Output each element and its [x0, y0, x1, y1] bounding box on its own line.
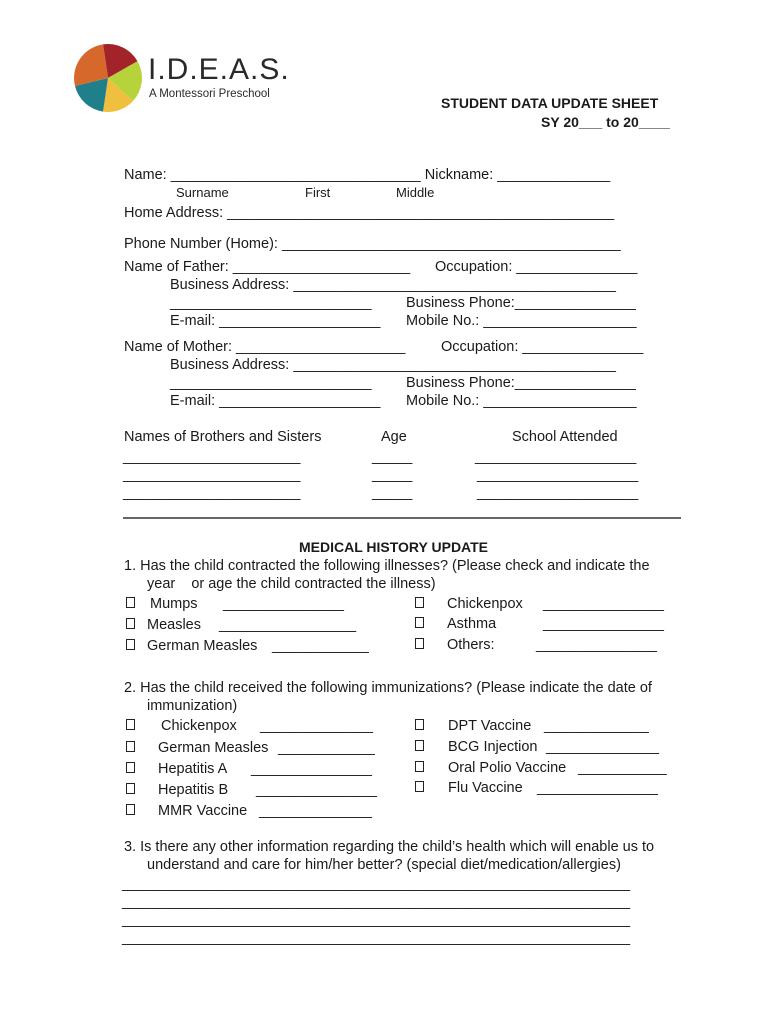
father-business-phone-field[interactable]: Business Phone:_______________: [406, 295, 636, 311]
imm-hepatitis-b-checkbox[interactable]: [126, 783, 135, 794]
mother-business-address-field[interactable]: Business Address: ________________________________________: [170, 357, 616, 373]
imm-chickenpox-date-field[interactable]: ______________: [260, 718, 373, 734]
imm-dpt-label: DPT Vaccine: [448, 718, 532, 734]
measles-date-field[interactable]: _________________: [219, 617, 357, 633]
chickenpox-illness-checkbox[interactable]: [415, 597, 424, 608]
phone-home-field[interactable]: Phone Number (Home): __________________________________________: [124, 236, 621, 252]
imm-dpt-checkbox[interactable]: [415, 719, 424, 730]
imm-hepatitis-b-label: Hepatitis B: [158, 782, 229, 798]
imm-hepatitis-a-checkbox[interactable]: [126, 762, 135, 773]
q1-text-continued: year or age the child contracted the illness): [147, 576, 436, 592]
ideas-logo-icon: [74, 44, 142, 112]
father-occupation-field[interactable]: Occupation: _______________: [435, 259, 638, 275]
mother-mobile-field[interactable]: Mobile No.: ___________________: [406, 393, 637, 409]
form-title: STUDENT DATA UPDATE SHEET: [441, 95, 659, 111]
measles-checkbox[interactable]: [126, 618, 135, 629]
imm-oral-polio-checkbox[interactable]: [415, 761, 424, 772]
sibling-age-field[interactable]: _____: [372, 485, 413, 501]
mumps-date-field[interactable]: _______________: [223, 596, 344, 612]
others-checkbox[interactable]: [415, 638, 424, 649]
others-field[interactable]: _______________: [536, 637, 657, 653]
section-divider: [123, 517, 681, 519]
chickenpox-illness-label: Chickenpox: [447, 596, 523, 612]
sibling-name-field[interactable]: ______________________: [123, 449, 301, 465]
imm-oral-polio-date-field[interactable]: ___________: [578, 760, 667, 776]
q3-text-continued: understand and care for him/her better? (special diet/medication/allergies): [147, 857, 621, 873]
home-address-field[interactable]: Home Address: ________________________________________________: [124, 205, 615, 221]
imm-chickenpox-label: Chickenpox: [161, 718, 237, 734]
imm-flu-checkbox[interactable]: [415, 781, 424, 792]
sibling-school-field[interactable]: ____________________: [477, 467, 639, 483]
imm-dpt-date-field[interactable]: _____________: [544, 718, 649, 734]
sibling-name-field[interactable]: ______________________: [123, 485, 301, 501]
asthma-date-field[interactable]: _______________: [543, 616, 664, 632]
imm-bcg-checkbox[interactable]: [415, 740, 424, 751]
asthma-checkbox[interactable]: [415, 617, 424, 628]
imm-german-measles-checkbox[interactable]: [126, 741, 135, 752]
father-email-field[interactable]: E-mail: ____________________: [170, 313, 381, 329]
german-measles-checkbox[interactable]: [126, 639, 135, 650]
q2-text-continued: immunization): [147, 698, 238, 714]
father-mobile-field[interactable]: Mobile No.: ___________________: [406, 313, 637, 329]
middle-caption: Middle: [396, 185, 435, 200]
imm-mmr-date-field[interactable]: ______________: [259, 803, 372, 819]
sibling-school-field[interactable]: ____________________: [475, 449, 637, 465]
imm-flu-label: Flu Vaccine: [448, 780, 523, 796]
measles-label: Measles: [147, 617, 201, 633]
surname-caption: Surname: [176, 185, 229, 200]
sibling-name-field[interactable]: ______________________: [123, 467, 301, 483]
imm-german-measles-date-field[interactable]: ____________: [278, 740, 375, 756]
sibling-school-field[interactable]: ____________________: [477, 485, 639, 501]
mother-business-phone-field[interactable]: Business Phone:_______________: [406, 375, 636, 391]
q2-text: 2. Has the child received the following immunizations? (Please indicate the date of: [124, 680, 652, 696]
mother-email-field[interactable]: E-mail: ____________________: [170, 393, 381, 409]
imm-bcg-label: BCG Injection: [448, 739, 538, 755]
others-label: Others:: [447, 637, 495, 653]
imm-mmr-label: MMR Vaccine: [158, 803, 248, 819]
imm-hepatitis-a-date-field[interactable]: _______________: [251, 761, 372, 777]
mumps-checkbox[interactable]: [126, 597, 135, 608]
q3-answer-line[interactable]: _______________________________________________________________: [122, 930, 631, 946]
german-measles-label: German Measles: [147, 638, 258, 654]
mumps-label: Mumps: [150, 596, 198, 612]
q3-answer-line[interactable]: _______________________________________________________________: [122, 894, 631, 910]
q3-answer-line[interactable]: _______________________________________________________________: [122, 876, 631, 892]
sibling-age-field[interactable]: _____: [372, 449, 413, 465]
imm-hepatitis-b-date-field[interactable]: _______________: [256, 782, 377, 798]
chickenpox-illness-date-field[interactable]: _______________: [543, 596, 664, 612]
siblings-names-header: Names of Brothers and Sisters: [124, 429, 322, 445]
siblings-school-header: School Attended: [512, 429, 618, 445]
sibling-age-field[interactable]: _____: [372, 467, 413, 483]
imm-chickenpox-checkbox[interactable]: [126, 719, 135, 730]
father-address-line-2[interactable]: _________________________: [170, 295, 372, 311]
name-nickname-field[interactable]: Name: _______________________________ Nickname: ______________: [124, 167, 611, 183]
imm-bcg-date-field[interactable]: ______________: [546, 739, 659, 755]
first-caption: First: [305, 185, 331, 200]
imm-flu-date-field[interactable]: _______________: [537, 780, 658, 796]
siblings-age-header: Age: [381, 429, 407, 445]
mother-address-line-2[interactable]: _________________________: [170, 375, 372, 391]
q3-answer-line[interactable]: _______________________________________________________________: [122, 912, 631, 928]
father-business-address-field[interactable]: Business Address: ________________________________________: [170, 277, 616, 293]
mother-name-field[interactable]: Name of Mother: _____________________: [124, 339, 406, 355]
imm-mmr-checkbox[interactable]: [126, 804, 135, 815]
asthma-label: Asthma: [447, 616, 497, 632]
q3-text: 3. Is there any other information regarding the child’s health which will enable us to: [124, 839, 655, 855]
medical-section-title: MEDICAL HISTORY UPDATE: [299, 539, 489, 555]
imm-german-measles-label: German Measles: [158, 740, 269, 756]
mother-occupation-field[interactable]: Occupation: _______________: [441, 339, 644, 355]
logo-brand: I.D.E.A.S.: [148, 53, 290, 86]
q1-text: 1. Has the child contracted the following illnesses? (Please check and indicate the: [124, 558, 650, 574]
german-measles-date-field[interactable]: ____________: [272, 638, 369, 654]
imm-oral-polio-label: Oral Polio Vaccine: [448, 760, 567, 776]
father-name-field[interactable]: Name of Father: ______________________: [124, 259, 411, 275]
imm-hepatitis-a-label: Hepatitis A: [158, 761, 228, 777]
logo-tagline: A Montessori Preschool: [149, 88, 270, 100]
school-year: SY 20___ to 20____: [541, 114, 670, 130]
